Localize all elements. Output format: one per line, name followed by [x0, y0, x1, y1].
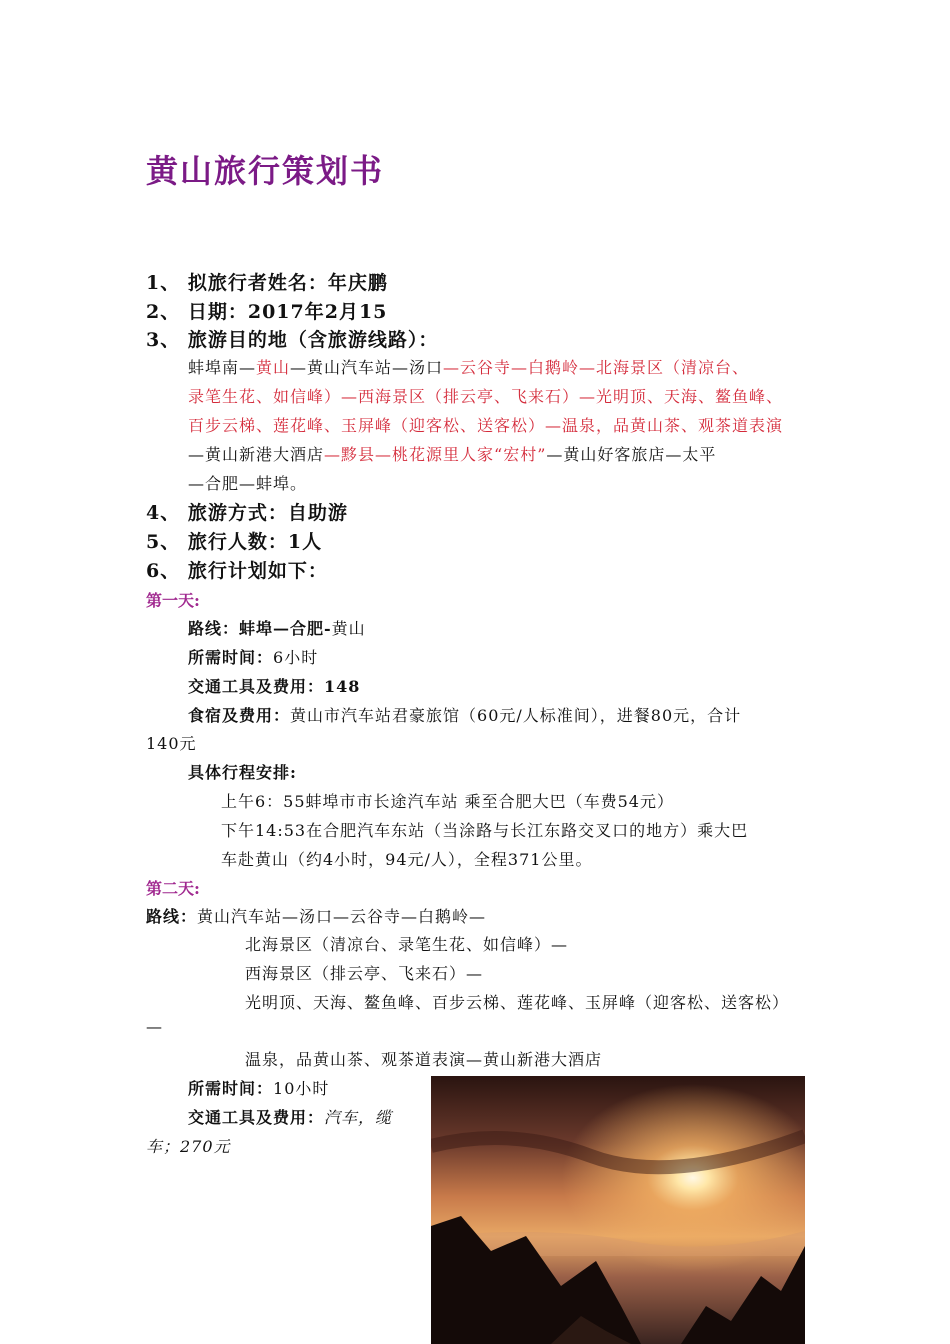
sunrise-image [431, 1076, 805, 1344]
route-text-red: 黄山 [256, 358, 291, 377]
day2-heading: 第二天: [146, 879, 200, 898]
route-text: —黄山好客旅店—太平 [546, 445, 717, 464]
label: 交通工具及费用： [188, 1108, 325, 1127]
value: 汽车，缆 [324, 1108, 393, 1127]
route-line-5: —合肥—蚌埠。 [188, 474, 308, 493]
day1-time [188, 645, 318, 668]
value: 蚌埠—合肥- [239, 619, 332, 638]
label: 交通工具及费用： [188, 677, 325, 696]
day2-transport [188, 1105, 392, 1128]
route-text: 蚌埠南— [188, 358, 257, 377]
day1-schedule-3: 车赴黄山（约4小时，94元/人），全程371公里。 [221, 850, 593, 869]
route-line-1 [188, 355, 749, 378]
day2-route-3: 西海景区（排云亭、飞来石）— [245, 964, 484, 983]
count-value: 1人 [287, 531, 323, 553]
item-date [146, 297, 387, 324]
mode-label: 4、 旅游方式： [146, 502, 288, 524]
value: 黄山 [331, 619, 366, 638]
mode-value: 自助游 [287, 502, 348, 524]
day2-time [188, 1076, 329, 1099]
day1-schedule-1: 上午6：55蚌埠市市长途汽车站 乘至合肥大巴（车费54元） [221, 792, 674, 811]
day2-route-5: 温泉，品黄山茶、观茶道表演—黄山新港大酒店 [245, 1050, 603, 1069]
day1-schedule-2: 下午14:53在合肥汽车东站（当涂路与长江东路交叉口的地方）乘大巴 [221, 821, 749, 840]
day2-route-4: 光明顶、天海、鳌鱼峰、百步云梯、莲花峰、玉屏峰（迎客松、送客松） [245, 993, 790, 1012]
day1-schedule-label: 具体行程安排: [188, 763, 297, 782]
value: 黄山市汽车站君豪旅馆（60元/人标准间），进餐80元，合计 [290, 706, 742, 725]
day1-transport [188, 674, 360, 697]
route-text: —黄山新港大酒店 [188, 445, 325, 464]
count-label: 5、 旅行人数： [146, 531, 288, 553]
label: 路线： [188, 619, 240, 638]
day1-route [188, 616, 366, 639]
value: 6小时 [273, 648, 319, 667]
route-text-red: —云谷寺—白鹅岭—北海景区（清凉台、 [443, 358, 750, 377]
day2-route-1 [146, 904, 486, 927]
label: 路线： [146, 907, 198, 926]
day2-transport-cont: 车；270元 [146, 1137, 231, 1156]
label: 所需时间： [188, 648, 274, 667]
page-title: 黄山旅行策划书 [146, 152, 385, 190]
item-count [146, 527, 322, 554]
item-mode [146, 498, 348, 525]
date-value: 2017年2月15 [247, 301, 388, 323]
item-plan: 6、 旅行计划如下： [146, 560, 328, 582]
value: 148 [324, 677, 361, 696]
sunrise-photo [431, 1076, 805, 1344]
date-label: 2、 日期： [146, 301, 248, 323]
item-name [146, 268, 388, 295]
name-label: 1、 拟旅行者姓名： [146, 272, 328, 294]
name-value: 年庆鹏 [327, 272, 388, 294]
value: 10小时 [273, 1079, 330, 1098]
route-line-4 [188, 442, 716, 465]
day1-lodging-cont: 140元 [146, 734, 197, 753]
value: 黄山汽车站—汤口—云谷寺—白鹅岭— [197, 907, 487, 926]
item-destination: 3、 旅游目的地（含旅游线路）： [146, 329, 439, 351]
label: 所需时间： [188, 1079, 274, 1098]
route-line-2: 录笔生花、如信峰）—西海景区（排云亭、飞来石）—光明顶、天海、鳌鱼峰、 [188, 387, 784, 406]
route-line-3: 百步云梯、莲花峰、玉屏峰（迎客松、送客松）—温泉，品黄山茶、观茶道表演 [188, 416, 784, 435]
route-text-red: —黟县—桃花源里人家“宏村” [324, 445, 547, 464]
day1-heading: 第一天: [146, 591, 200, 610]
label: 食宿及费用： [188, 706, 291, 725]
day2-route-2: 北海景区（清凉台、录笔生花、如信峰）— [245, 935, 569, 954]
day1-lodging [188, 703, 741, 726]
day2-route-4-cont: — [146, 1017, 163, 1036]
route-text: —黄山汽车站—汤口 [290, 358, 444, 377]
